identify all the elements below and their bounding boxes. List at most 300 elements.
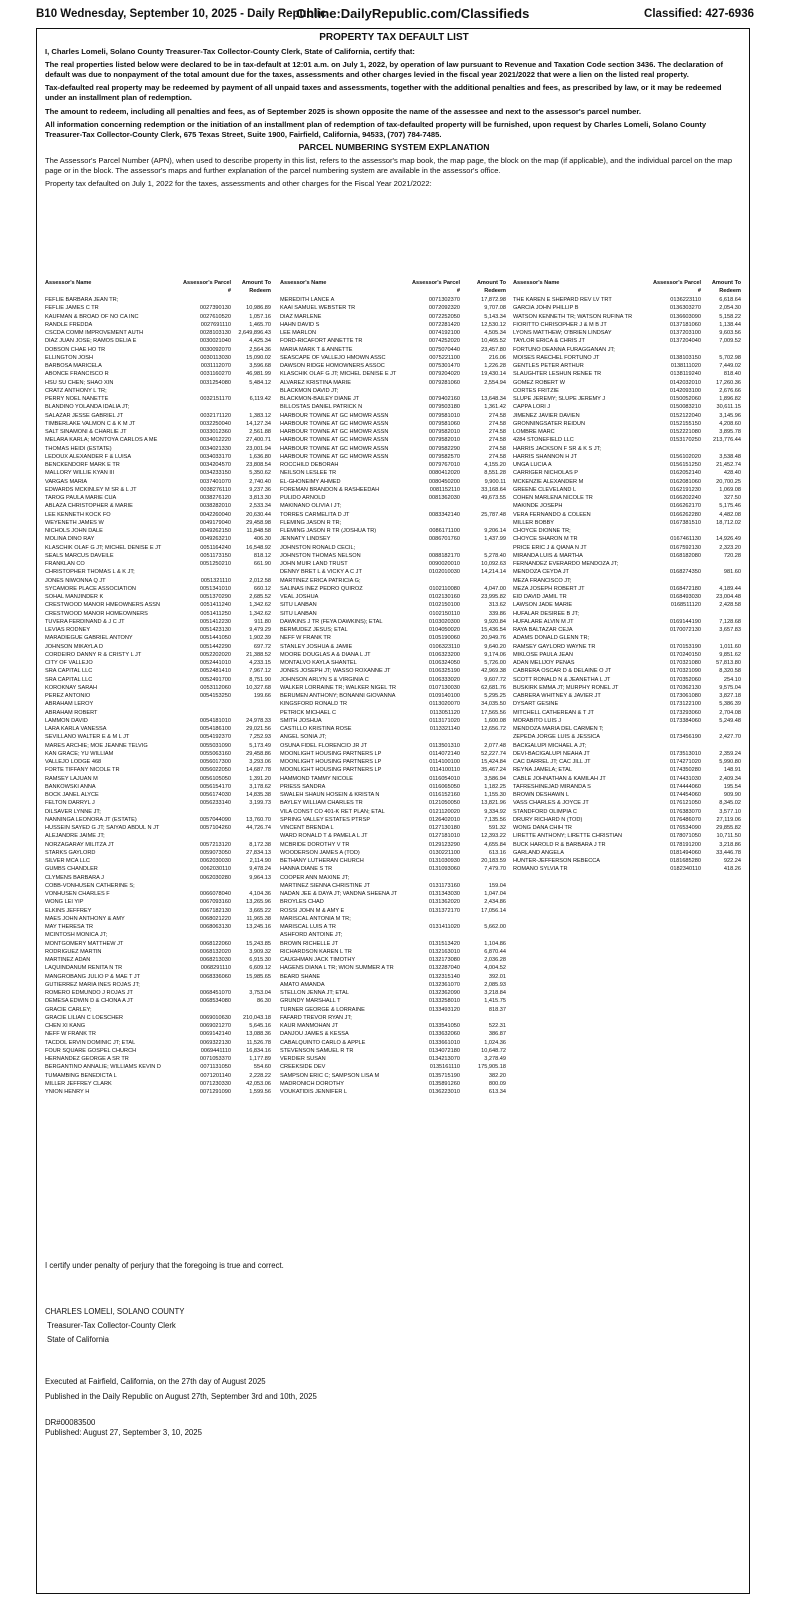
parcel-number: 0176383070: [669, 808, 701, 815]
header-left: B10 Wednesday, September 10, 2025 - Daily Republic: [36, 8, 327, 20]
parcel-number: 0142093100: [669, 387, 701, 394]
list-row: [45, 387, 271, 395]
list-row: [45, 461, 271, 469]
list-row: [280, 973, 506, 981]
parcel-number: 0137204040: [669, 338, 701, 345]
assessee-name: BENCKENDORF MARK E TR: [45, 462, 120, 468]
parcel-number: 0079581060: [428, 420, 460, 427]
assessee-name: SMITH JOSHUA: [280, 717, 322, 724]
assessee-name: FORTE TIFFANY NICOLE TR: [45, 767, 120, 774]
assessee-name: CHOYCE DIONNE TR;: [513, 528, 571, 534]
parcel-number: 0086171100: [429, 528, 460, 534]
list-row: [45, 1039, 271, 1047]
assessee-name: MORABITO LUIS J: [513, 717, 562, 724]
list-row: [45, 1080, 271, 1088]
list-row: [280, 346, 506, 354]
assessee-name: MARTINEZ ERICA PATRICIA G;: [280, 577, 361, 584]
assessee-name: COBB-VONHUSEN CATHERINE S;: [45, 882, 135, 889]
parcel-number: 0071053370: [199, 1056, 231, 1062]
list-row: [280, 956, 506, 964]
list-row: [280, 552, 506, 560]
parcel-number: 0178191200: [669, 841, 701, 848]
redeem-amount: 3,145.96: [719, 412, 741, 419]
parcel-number: 0173293060: [669, 709, 701, 716]
redeem-amount: 3,895.78: [719, 429, 741, 435]
parcel-number: 0072252050: [428, 313, 460, 320]
redeem-amount: 7,128.68: [719, 618, 741, 625]
assessee-name: REYNA JAMELA; ETAL: [513, 767, 572, 774]
assessee-name: MENDOZA MARIA DEL CARMEN T;: [513, 726, 604, 732]
redeem-amount: 10,327.68: [246, 684, 271, 691]
parcel-number: 0136223010: [428, 1089, 460, 1095]
list-row: [45, 634, 271, 642]
list-row: [280, 577, 506, 585]
parcel-number: 0168493030: [669, 594, 701, 600]
redeem-amount: 2,533.34: [249, 503, 271, 510]
assessee-name: TURNER GEORGE & LORRAINE: [280, 1006, 365, 1013]
assessee-name: NORZAGARAY MILITZA JT: [45, 841, 115, 848]
assessee-name: FLEMING JASON R TR;: [280, 519, 342, 526]
list-row: [513, 849, 741, 857]
list-row: [513, 832, 741, 840]
assessee-name: VARGAS MARIA: [45, 478, 88, 485]
list-row: [45, 304, 271, 312]
parcel-number: 0102150100: [428, 602, 460, 609]
parcel-number: 0170352060: [669, 676, 701, 683]
redeem-amount: 6,119.42: [249, 396, 271, 402]
assessee-name: JONES JOSEPH JT; WASSO ROXANNE JT: [280, 668, 391, 675]
list-row: [513, 535, 741, 543]
redeem-amount: 20,630.44: [246, 511, 271, 518]
parcel-number: 0054181010: [199, 717, 231, 724]
list-row: [280, 775, 506, 783]
redeem-amount: 9,478.24: [249, 866, 271, 873]
redeem-amount: 34,035.50: [481, 701, 506, 708]
redeem-amount: 909.90: [723, 792, 741, 798]
parcel-number: 0034012220: [199, 437, 231, 444]
assessee-name: CABRERA WHITNEY & JAVIER JT: [513, 693, 601, 699]
parcel-number: 0138119240: [670, 371, 701, 378]
parcel-number: 0074252020: [428, 338, 460, 345]
parcel-number: 0049179040: [199, 519, 231, 526]
list-row: [45, 535, 271, 543]
assessee-name: MARES ARCHIE; MOE JEANNE TELVIG: [45, 742, 148, 749]
list-row: [513, 750, 741, 758]
redeem-amount: 1,383.12: [249, 412, 271, 419]
assessee-name: STARKS GAYLORD: [45, 849, 96, 856]
list-row: [280, 337, 506, 345]
redeem-amount: 20,183.59: [481, 858, 506, 864]
assessee-name: HANNA DIANE S TR: [280, 866, 333, 873]
list-row: [45, 667, 271, 675]
parcel-number: 0127130180: [428, 825, 460, 831]
redeem-amount: 15,243.85: [246, 940, 271, 947]
redeem-amount: 30,611.15: [716, 404, 741, 411]
redeem-amount: 1,361.42: [484, 404, 506, 411]
list-row: [280, 791, 506, 799]
redeem-amount: 3,278.49: [484, 1056, 506, 1062]
list-row: [513, 700, 741, 708]
assessee-name: MANGROBANG JULIO P & MAE T JT: [45, 973, 141, 980]
parcel-number: 0056154170: [199, 783, 231, 790]
parcel-number: 0138103150: [669, 354, 701, 361]
redeem-amount: 12,393.22: [481, 833, 506, 840]
assessee-name: BROWN RICHELLE JT: [280, 940, 339, 947]
assessee-name: CABLE JOHNATHAN & KAMILAH JT: [513, 775, 606, 782]
redeem-amount: 8,172.38: [249, 841, 271, 848]
parcel-number: 0173384060: [669, 717, 701, 724]
header-right: Classified: 427-6936: [644, 8, 754, 20]
list-row: [513, 502, 741, 510]
assessee-name: MEZA FRANCISCO JT;: [513, 577, 572, 584]
redeem-amount: 3,577.10: [719, 808, 741, 815]
assessee-name: KLASCHIK OLAF G JT; MICHEL DENISE E JT: [45, 544, 162, 551]
list-row: [45, 989, 271, 997]
parcel-number: 0113501310: [429, 742, 460, 749]
parcel-number: 0114100100: [429, 759, 460, 765]
redeem-amount: 27,400.71: [246, 437, 271, 444]
assessee-name: SRA CAPITAL LLC: [45, 676, 93, 683]
redeem-amount: 2,428.58: [719, 602, 741, 609]
list-row: [513, 296, 741, 304]
list-row: [280, 329, 506, 337]
list-row: [280, 981, 506, 989]
list-row: [280, 544, 506, 552]
list-row: [280, 824, 506, 832]
assessee-name: DEMESA EDWIN D & CHONA A JT: [45, 998, 134, 1005]
redeem-amount: 6,870.44: [484, 948, 506, 955]
parcel-number: 0059073050: [199, 849, 231, 856]
assessee-name: MOLINA DINO RAY: [45, 536, 95, 543]
assessee-name: HERNANDEZ GEORGE A SR TR: [45, 1056, 129, 1062]
list-row: [280, 403, 506, 411]
redeem-amount: 9,607.72: [484, 676, 506, 683]
list-row: [280, 890, 506, 898]
list-row: [280, 1047, 506, 1055]
list-row: [280, 750, 506, 758]
parcel-number: 0068291110: [200, 965, 231, 972]
assessee-name: MILLER JEFFREY CLARK: [45, 1080, 112, 1087]
redeem-amount: 1,024.36: [484, 1039, 506, 1046]
list-row: [280, 535, 506, 543]
list-row: [513, 362, 741, 370]
list-row: [45, 1072, 271, 1080]
list-row: [280, 593, 506, 601]
list-row: [280, 857, 506, 865]
assessee-name: SALT SINAMONI & CHARLIE JT: [45, 429, 127, 435]
parcel-number: 0174350280: [669, 767, 701, 774]
redeem-amount: 2,359.24: [719, 750, 741, 757]
assessee-name: OSUNA FIDEL FLORENCIO JR JT: [280, 742, 368, 749]
assessee-name: MOONLIGHT HOUSING PARTNERS LP: [280, 750, 382, 757]
redeem-amount: 12,530.12: [481, 321, 506, 328]
list-row: [45, 486, 271, 494]
parcel-number: 0113171020: [429, 717, 460, 724]
redeem-amount: 591.32: [488, 825, 506, 831]
assessee-name: GARCIA JOHN PHILLIP B: [513, 305, 579, 312]
list-row: [513, 841, 741, 849]
list-row: [280, 841, 506, 849]
notice-frame: [36, 28, 750, 1594]
parcel-explanation-title: PARCEL NUMBERING SYSTEM EXPLANATION: [298, 142, 490, 153]
redeem-amount: 5,295.25: [484, 693, 506, 699]
redeem-amount: 1,177.89: [249, 1056, 271, 1062]
redeem-amount: 9,575.04: [719, 684, 741, 691]
parcel-number: 0068213030: [199, 957, 231, 963]
parcel-number: 0034021330: [199, 445, 231, 452]
list-row: [280, 321, 506, 329]
list-row: [280, 379, 506, 387]
parcel-number: 0133541050: [428, 1023, 460, 1029]
redeem-amount: 274.58: [488, 429, 506, 435]
list-row: [513, 403, 741, 411]
header-website[interactable]: Online:DailyRepublic.com/Classifieds: [296, 6, 530, 21]
redeem-amount: 33,446.78: [716, 849, 741, 856]
list-row: [45, 940, 271, 948]
assessee-name: MIKLOSE PAULA JEAN: [513, 651, 573, 658]
header-name: Assessor's Name: [280, 280, 327, 286]
signer-title: Treasurer-Tax Collector-County Clerk: [47, 1321, 176, 1330]
assessee-name: WALKER LORRAINE TR; WALKER NIGEL TR: [280, 684, 397, 691]
list-row: [513, 329, 741, 337]
assessee-name: BAYLEY WILLIAM CHARLES TR: [280, 800, 363, 807]
assessee-name: RODRIGUEZ MARTIN: [45, 948, 102, 955]
assessee-name: GRUNDY MARSHALL T: [280, 998, 341, 1005]
list-row: [513, 725, 741, 733]
list-row: [280, 494, 506, 502]
assessee-name: BUCK HAROLD R & BARBARA J TR: [513, 841, 606, 848]
notice-intro: [45, 33, 743, 193]
redeem-amount: 7,479.70: [484, 866, 506, 873]
list-row: [45, 544, 271, 552]
header-name: Assessor's Name: [513, 280, 560, 286]
list-row: [45, 445, 271, 453]
assessee-name: GRONNINGSATER REIDUN: [513, 420, 585, 427]
assessee-name: BARBOSA MARICELA: [45, 363, 102, 369]
assessee-name: HAGENS DIANA L TR; WION SUMMER A TR: [280, 965, 394, 972]
parcel-number: 0068063130: [199, 924, 231, 930]
redeem-amount: 14,835.38: [246, 792, 271, 798]
assessee-name: MCKENZIE ALEXANDER M: [513, 478, 584, 485]
assessee-name: BUSKIRK EMMA JT; MURPHY RONEL JT: [513, 684, 619, 691]
published-in: Published in the Daily Republic on August 27th, September 3rd and 10th, 2025: [45, 1392, 317, 1401]
parcel-number: 0105190060: [428, 635, 460, 642]
list-row: [513, 684, 741, 692]
list-row: [45, 601, 271, 609]
redeem-amount: 5,173.49: [249, 742, 271, 749]
redeem-amount: 5,702.98: [719, 354, 741, 361]
list-row: [45, 964, 271, 972]
redeem-amount: 11,848.58: [246, 528, 271, 534]
parcel-number: 0150052060: [669, 396, 701, 402]
signer-state: State of California: [47, 1335, 109, 1344]
parcel-number: 0135161110: [429, 1064, 460, 1071]
list-row: [513, 379, 741, 387]
assessee-name: TAFRESHINEJAD MIRANDA S: [513, 783, 591, 790]
assessee-name: CORDEIRO DANNY R & CRISTY L JT: [45, 651, 142, 658]
assessee-name: UNGA LUCIA A: [513, 462, 552, 468]
redeem-amount: 2,228.22: [249, 1072, 271, 1079]
parcel-number: 0131362020: [428, 899, 460, 906]
list-row: [45, 1063, 271, 1071]
redeem-amount: 5,143.34: [484, 313, 506, 320]
parcel-number: 0055063160: [199, 750, 231, 757]
parcel-number: 0051370290: [199, 594, 231, 600]
list-row: [513, 601, 741, 609]
parcel-number: 0169144190: [669, 618, 701, 625]
redeem-amount: 10,092.63: [481, 561, 506, 567]
list-row: [45, 354, 271, 362]
assessee-name: BLACKMON DAVID JT;: [280, 387, 339, 394]
redeem-amount: 175,905.18: [478, 1064, 506, 1071]
assessee-name: CHOYCE SHARON M TR: [513, 536, 578, 543]
redeem-amount: 2,054.30: [719, 305, 741, 312]
assessee-name: BANKOWSKI ANNA: [45, 783, 96, 790]
redeem-amount: 5,484.12: [249, 379, 271, 386]
assessee-name: KAAI SAMUEL WEBSTER TR: [280, 305, 356, 312]
list-row: [280, 461, 506, 469]
assessee-name: TORRES CARMELITA D JT: [280, 511, 350, 518]
assessee-name: RAMSEY GAYLORD WAYNE TR: [513, 643, 596, 650]
list-row: [513, 643, 741, 651]
list-row: [45, 626, 271, 634]
redeem-amount: 1,069.08: [719, 486, 741, 493]
parcel-number: 0104050020: [428, 627, 460, 633]
parcel-number: 0069322130: [199, 1039, 231, 1046]
assessee-name: BETHANY LUTHERAN CHURCH: [280, 858, 364, 864]
assessee-name: PERRY NOEL NANETTE: [45, 396, 109, 402]
list-row: [45, 1014, 271, 1022]
list-row: [45, 915, 271, 923]
parcel-number: 0071291090: [199, 1089, 231, 1095]
redeem-amount: 1,600.08: [484, 717, 506, 724]
redeem-amount: 392.01: [488, 973, 506, 980]
parcel-number: 0079581010: [428, 412, 460, 419]
assessee-name: ABONCE FRANCISCO R: [45, 371, 109, 378]
assessee-name: ELKINS JEFFREY: [45, 907, 92, 914]
redeem-amount: 911.80: [254, 618, 271, 625]
parcel-number: 0051321110: [200, 577, 231, 584]
list-row: [45, 568, 271, 576]
redeem-amount: 1,599.56: [249, 1089, 271, 1095]
assessee-name: CREEKSIDE DEV: [280, 1064, 326, 1071]
redeem-amount: 20,700.25: [716, 478, 741, 485]
list-row: [280, 1039, 506, 1047]
parcel-number: 0134213070: [428, 1056, 460, 1062]
redeem-amount: 11,526.78: [246, 1039, 271, 1046]
default-declaration: The real properties listed below were declared to be in tax-default at 12:01 a.m. on July 1, 2022, by operation of law pursuant to Revenue and Taxation Code section 3436. The declaration of default was due to nonpayment of the total amount due for the taxes, assessments and other charges levied in the fiscal year 2021/2022 that were a lien on the listed real property.: [45, 60, 723, 79]
parcel-number: 0056017300: [199, 759, 231, 765]
list-row: [280, 313, 506, 321]
parcel-number: 0072281420: [428, 321, 460, 328]
parcel-number: 0133493120: [428, 1006, 460, 1013]
redeem-amount: 17,056.14: [481, 907, 506, 914]
list-row: [45, 329, 271, 337]
list-row: [280, 420, 506, 428]
redeem-amount: 6,609.12: [249, 965, 271, 972]
list-row: [45, 742, 271, 750]
parcel-number: 0079204020: [428, 371, 460, 378]
redeem-amount: 13,265.96: [246, 899, 271, 906]
parcel-number: 0081362030: [428, 495, 460, 501]
redeem-amount: 3,813.30: [249, 495, 271, 501]
parcel-number: 0055031090: [199, 742, 231, 749]
parcel-number: 0034233150: [199, 470, 231, 477]
redeem-amount: 49,673.55: [481, 495, 506, 501]
parcel-number: 0066078040: [199, 891, 231, 897]
redeem-amount: 17,565.56: [481, 709, 506, 716]
assessee-name: JENNATY LINDSEY: [280, 536, 331, 543]
redeem-amount: 2,409.34: [719, 775, 741, 782]
parcel-number: 0030021040: [199, 338, 231, 345]
list-row: [280, 1030, 506, 1038]
redeem-amount: 9,964.13: [249, 874, 271, 881]
parcel-number: 0051412230: [199, 618, 231, 625]
redeem-amount: 10,648.72: [481, 1047, 506, 1054]
assessee-name: MAES JOHN ANTHONY & AMY: [45, 915, 125, 922]
parcel-number: 0052202020: [199, 651, 231, 658]
parcel-number: 0176534090: [669, 825, 701, 831]
redeem-amount: 697.72: [253, 643, 271, 650]
assessee-name: VERDIER SUSAN: [280, 1056, 326, 1062]
parcel-number: 0090020010: [428, 561, 460, 567]
parcel-number: 0062030280: [199, 874, 231, 881]
parcel-number: 0106323200: [428, 651, 460, 658]
redeem-amount: 195.54: [723, 783, 741, 790]
redeem-amount: 23,001.94: [246, 445, 271, 452]
list-row: [513, 733, 741, 741]
redeem-amount: 24,978.33: [246, 717, 271, 724]
parcel-number: 0167381510: [669, 519, 701, 526]
redeem-amount: 5,278.40: [484, 552, 506, 559]
assessee-name: STEVENSON SAMUEL R TR: [280, 1047, 354, 1054]
header-amount: Amount To Redeem: [241, 280, 271, 294]
parcel-number: 0051423130: [199, 627, 231, 633]
list-row: [280, 667, 506, 675]
parcel-number: 0135715190: [428, 1072, 460, 1079]
list-column-3: [513, 279, 741, 874]
assessee-name: MITCHELL CATHEREAN & T JT: [513, 709, 594, 716]
redeem-amount: 13,760.70: [246, 816, 271, 823]
list-row: [45, 783, 271, 791]
list-row: [45, 659, 271, 667]
parcel-number: 0053112060: [200, 684, 231, 691]
published-dates: Published: August 27, September 3, 10, 2025: [45, 1428, 202, 1437]
list-row: [513, 552, 741, 560]
list-row: [280, 783, 506, 791]
redeem-amount: 4,425.34: [249, 338, 271, 345]
parcel-number: 0086701760: [428, 536, 460, 543]
list-row: [513, 775, 741, 783]
parcel-number: 0062030110: [200, 866, 231, 873]
assessee-name: RAMSEY LAJUAN M: [45, 775, 98, 782]
assessee-name: MARTINEZ SIENNA CHRISTINE JT: [280, 882, 371, 889]
parcel-number: 0168472180: [669, 585, 701, 592]
redeem-amount: 3,293.06: [249, 759, 271, 765]
redeem-amount: 1,057.16: [249, 313, 271, 320]
assessee-name: PULIDO ARNOLD: [280, 495, 326, 501]
redeem-amount: 1,342.62: [249, 602, 271, 609]
parcel-number: 0102110080: [429, 585, 460, 592]
assessee-name: CAPPA LORI J: [513, 404, 551, 411]
assessee-name: TUVERA FERDINAND & J C JT: [45, 618, 125, 625]
assessee-name: GENTLES PETER ARTHUR: [513, 363, 584, 369]
assessee-name: NADAN JEE & DAYA JT; VANDNA SHEENA JT: [280, 891, 398, 897]
assessee-name: GREENE CLEVELAND L: [513, 486, 577, 493]
redeem-amount: 818.12: [253, 552, 271, 559]
parcel-number: 0071201140: [200, 1072, 231, 1079]
parcel-number: 0135891260: [428, 1080, 460, 1087]
